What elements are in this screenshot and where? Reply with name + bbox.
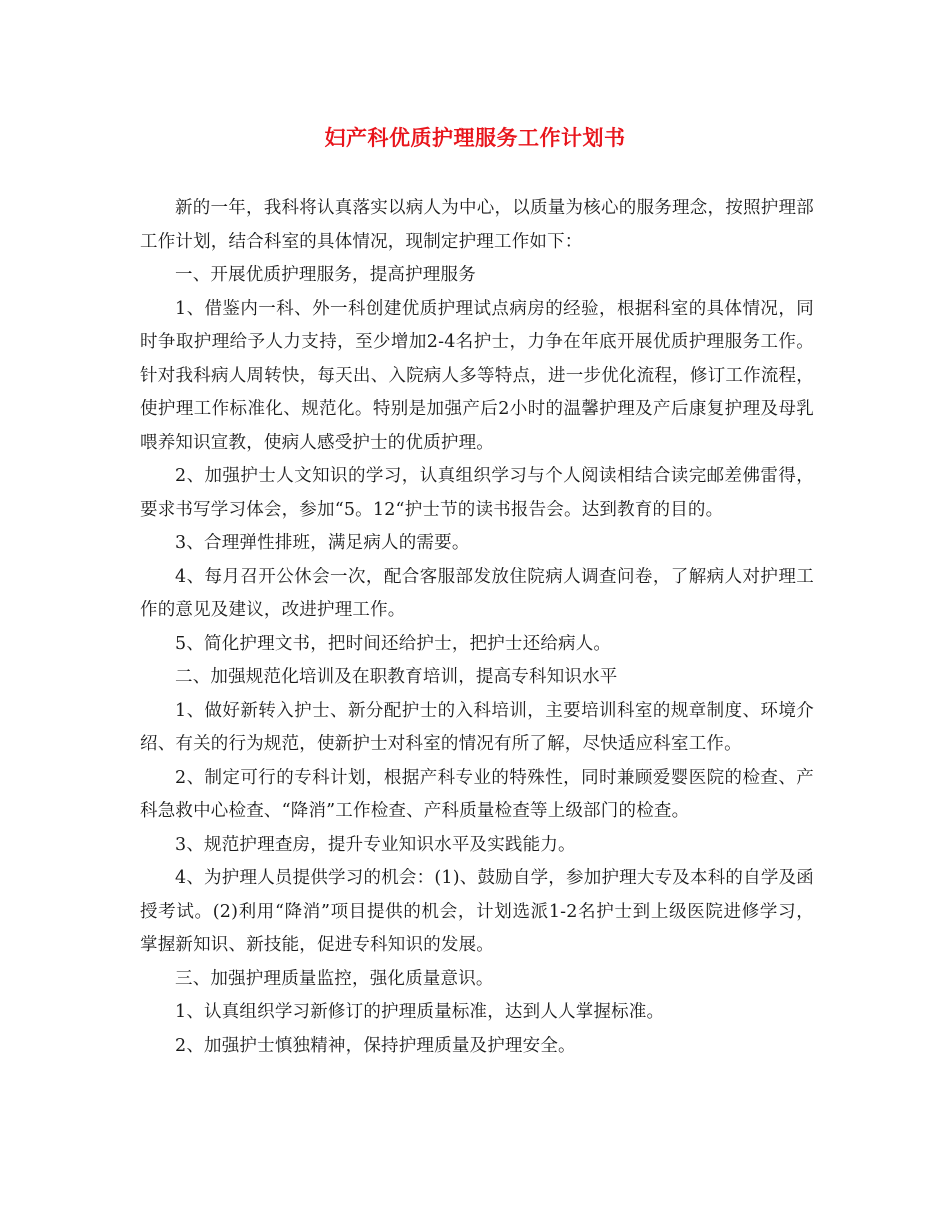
paragraph: 4、为护理人员提供学习的机会：(1)、鼓励自学，参加护理大专及本科的自学及函授考试。(2)利用“降消”项目提供的机会，计划选派1-2名护士到上级医院进修学习，掌握新知识、新技能，促进专科知识的发展。 [140, 868, 814, 955]
paragraph: 2、加强护士人文知识的学习，认真组织学习与个人阅读相结合读完邮差佛雷得，要求书写学习体会，参加“5。12“护士节的读书报告会。达到教育的目的。 [140, 466, 814, 520]
paragraph-intro: 新的一年，我科将认真落实以病人为中心，以质量为核心的服务理念，按照护理部工作计划，结合科室的具体情况，现制定护理工作如下： [140, 198, 814, 252]
paragraph: 1、借鉴内一科、外一科创建优质护理试点病房的经验，根据科室的具体情况，同时争取护理给予人力支持，至少增加2-4名护士，力争在年底开展优质护理服务工作。针对我科病人周转快，每天出、入院病人多等特点，进一步优化流程，修订工作流程，使护理工作标准化、规范化。特别是加强产后2小时的温馨护理及产后康复护理及母乳喂养知识宣教，使病人感受护士的优质护理。 [140, 298, 814, 453]
paragraph: 2、制定可行的专科计划，根据产科专业的特殊性，同时兼顾爱婴医院的检查、产科急救中心检查、“降消”工作检查、产科质量检查等上级部门的检查。 [140, 767, 814, 821]
paragraph: 1、做好新转入护士、新分配护士的入科培训，主要培训科室的规章制度、环境介绍、有关的行为规范，使新护士对科室的情况有所了解，尽快适应科室工作。 [140, 700, 814, 754]
section-heading-3: 三、加强护理质量监控，强化质量意识。 [175, 968, 494, 989]
section-heading-1: 一、开展优质护理服务，提高护理服务 [175, 265, 476, 285]
paragraph: 1、认真组织学习新修订的护理质量标准，达到人人掌握标准。 [175, 1002, 665, 1022]
paragraph: 3、规范护理查房，提升专业知识水平及实践能力。 [175, 834, 576, 855]
paragraph: 4、每月召开公休会一次，配合客服部发放住院病人调查问卷，了解病人对护理工作的意见及建议，改进护理工作。 [140, 566, 814, 620]
document-title: 妇产科优质护理服务工作计划书 [324, 125, 626, 150]
document-body [140, 192, 814, 1063]
section-heading-2: 二、加强规范化培训及在职教育培训，提高专科知识水平 [175, 667, 618, 687]
paragraph: 5、简化护理文书，把时间还给护士，把护士还给病人。 [175, 633, 612, 654]
paragraph: 3、合理弹性排班，满足病人的需要。 [175, 533, 470, 553]
paragraph: 2、加强护士慎独精神，保持护理质量及护理安全。 [175, 1035, 576, 1056]
